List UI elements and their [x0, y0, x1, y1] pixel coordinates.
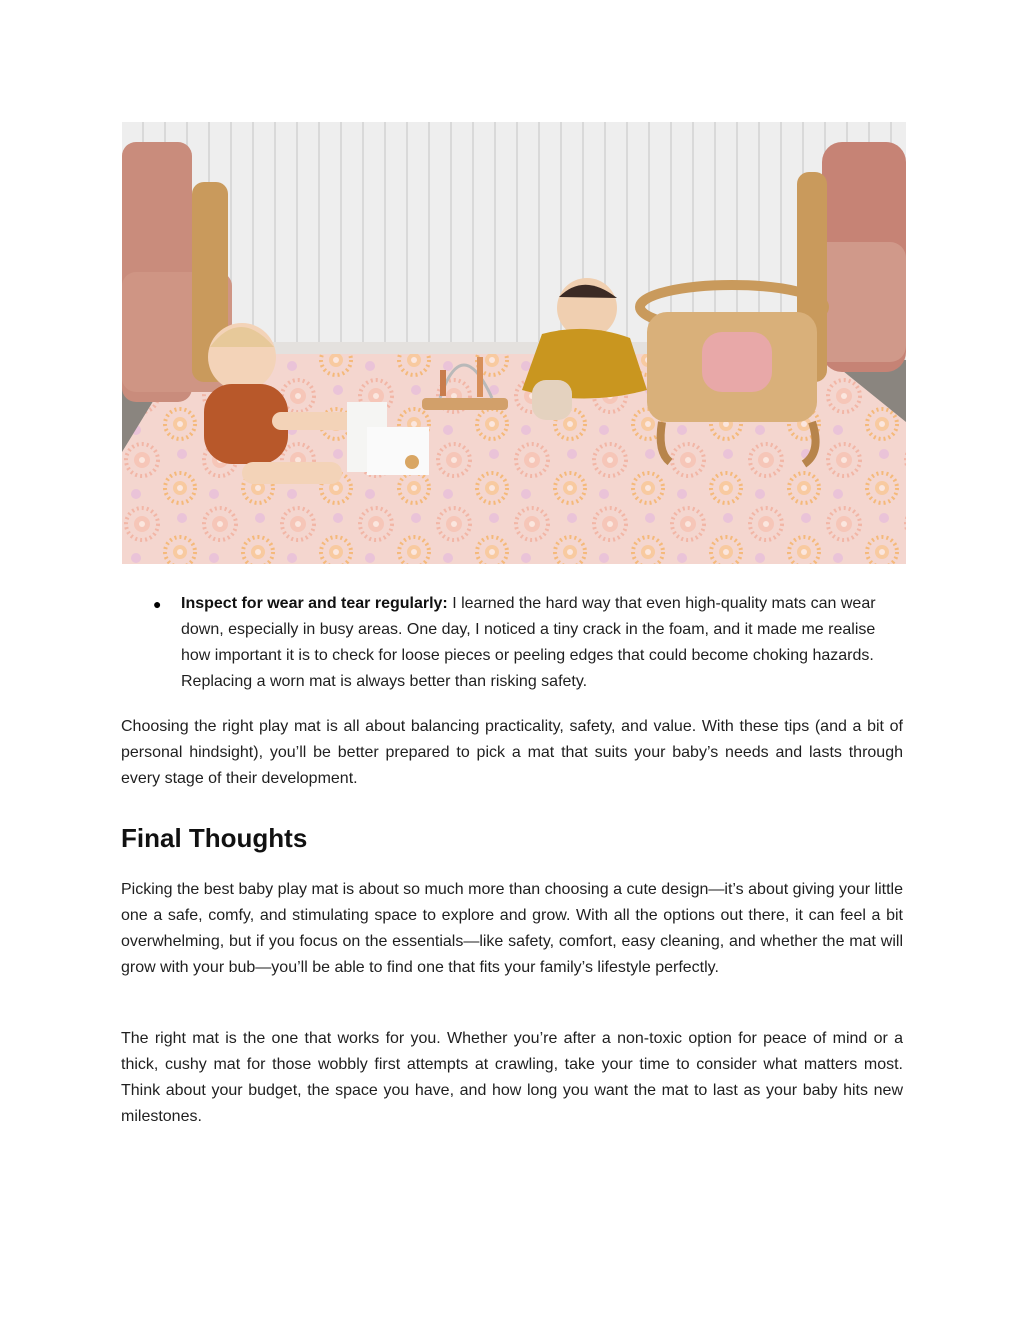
tips-list	[120, 591, 904, 695]
bullet-icon: ●	[153, 596, 162, 612]
list-item-title: Inspect for wear and tear regularly:	[181, 595, 448, 612]
paragraph-right-mat: The right mat is the one that works for you. Whether you’re after a non-toxic option for peace of mind or a thick, cushy mat for those wobbly first attempts at crawling, take your time to consider what matters most. Think about your budget, the space you have, and how long you want the mat to last as your baby hits new milestones.	[121, 1030, 903, 1125]
paragraph-choosing: Choosing the right play mat is all about balancing practicality, safety, and value. With these tips (and a bit of personal hindsight), you’ll be better prepared to pick a mat that suits your baby’s needs and lasts through every stage of their development.	[121, 718, 903, 787]
list-item-text: I learned the hard way that even high-quality mats can wear down, especially in busy areas. One day, I noticed a tiny crack in the foam, and it made me realise how important it is to check for loose pieces or peeling edges that could become choking hazards. Replacing a worn mat is always better than risking safety.	[181, 595, 876, 690]
list-item	[120, 591, 904, 695]
paragraph-picking: Picking the best baby play mat is about so much more than choosing a cute design—it’s about giving your little one a safe, comfy, and stimulating space to explore and grow. With all the options out there, it can feel a bit overwhelming, but if you focus on the essentials—like safety, comfort, easy cleaning, and whether the mat will grow with your bub—you’ll be able to find one that fits your family’s lifestyle perfectly.	[121, 881, 903, 976]
section-heading-final-thoughts: Final Thoughts	[121, 823, 308, 853]
play-mat-photo	[122, 122, 906, 564]
